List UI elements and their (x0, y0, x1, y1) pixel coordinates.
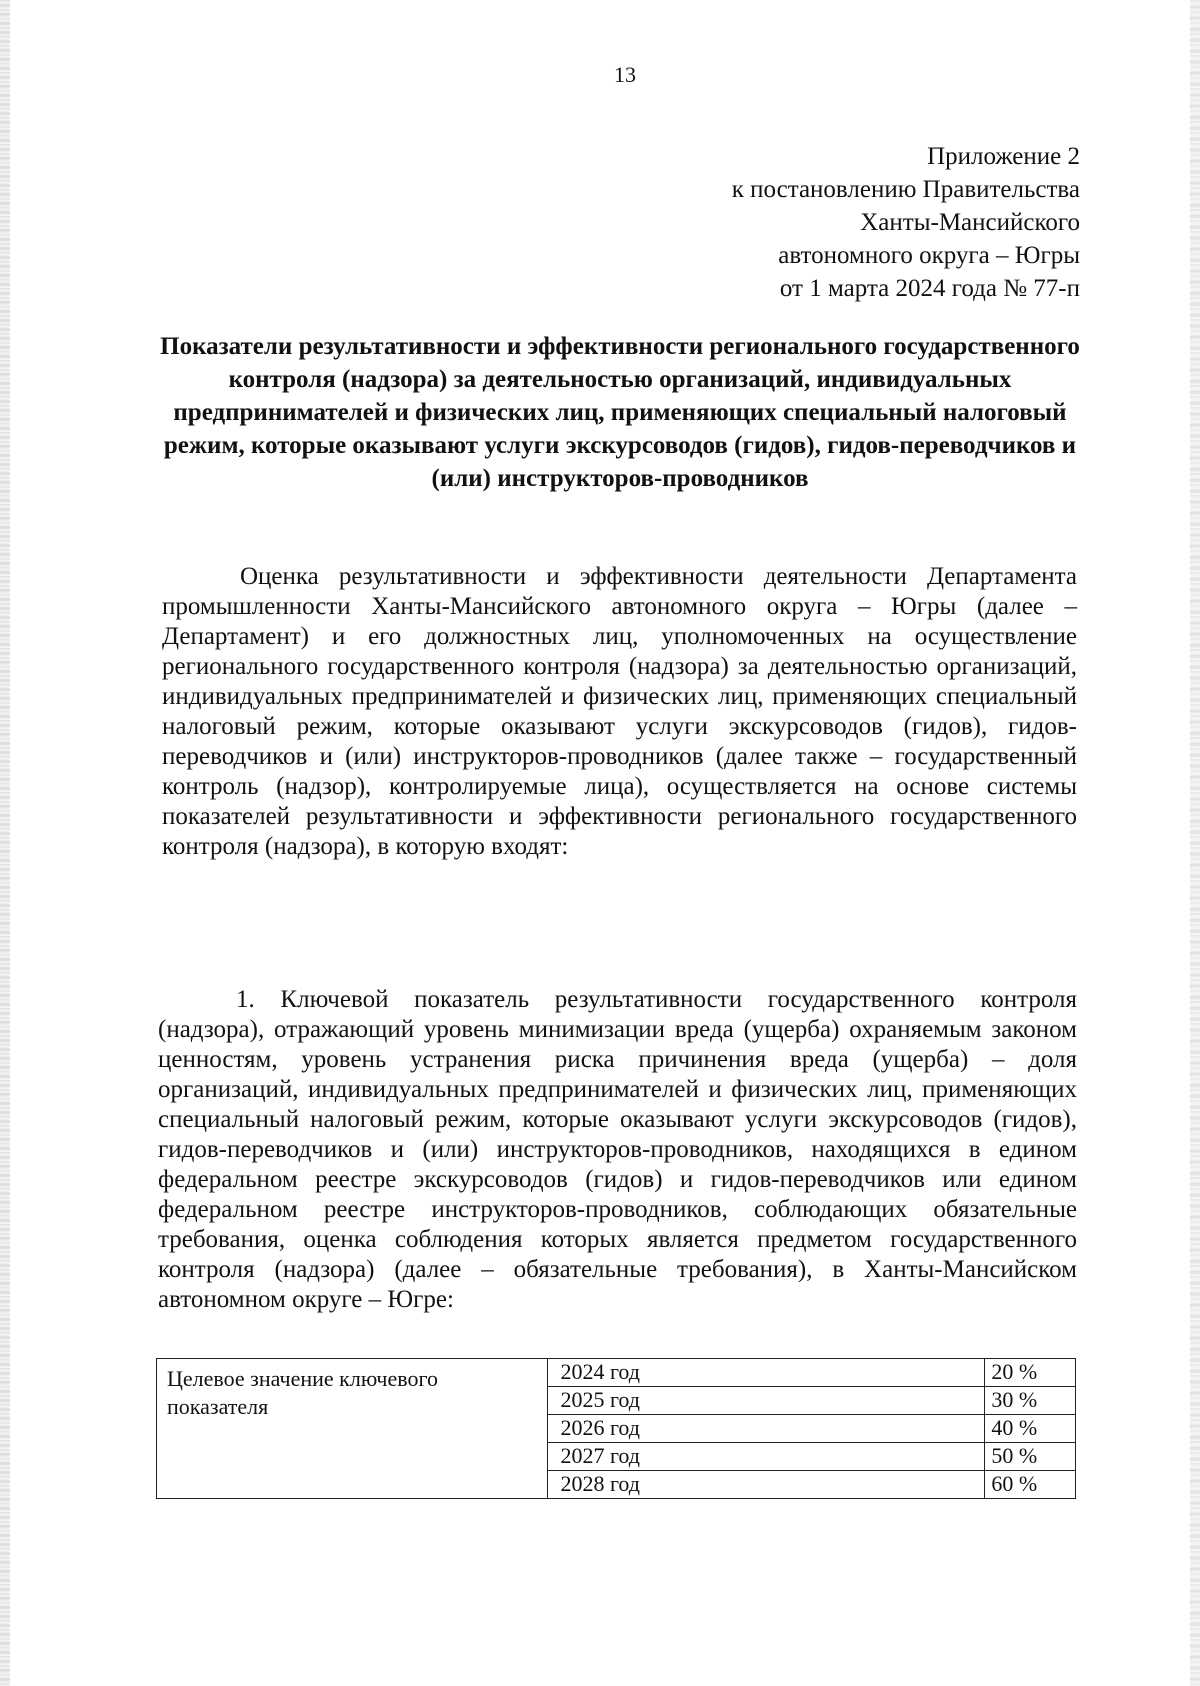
value-cell: 40 % (985, 1415, 1076, 1443)
document-title: Показатели результативности и эффективности регионального государственного контроля (надзора) за деятельностью организаций, индивидуальных предпринимателей и физических лиц, применяющих специальный налоговый режим, которые оказывают услуги экскурсоводов (гидов), гидов-переводчиков и (или) инструкторов-проводников (160, 333, 1080, 492)
value-cell: 30 % (985, 1387, 1076, 1415)
year-cell: 2027 год (548, 1443, 985, 1471)
scan-edge-left (0, 0, 10, 1686)
appendix-line: от 1 марта 2024 года № 77-п (779, 275, 1080, 302)
year-cell: 2025 год (548, 1387, 985, 1415)
appendix-header (520, 140, 1080, 305)
key-indicator-paragraph: 1. Ключевой показатель результативности государственного контроля (надзора), отражающий уровень минимизации вреда (ущерба) охраняемым законом ценностям, уровень устранения риска причинения вреда (ущерба) – доля организаций, индивидуальных предпринимателей и физических лиц, применяющих специальный налоговый режим, которые оказывают услуги экскурсоводов (гидов), гидов-переводчиков и (или) инструкторов-проводников, находящихся в едином федеральном реестре экскурсоводов (гидов) и гидов-переводчиков или едином федеральном реестре инструкторов-проводников, соблюдающих обязательные требования, оценка соблюдения которых является предметом государственного контроля (надзора) (далее – обязательные требования), в Ханты-Мансийском автономном округе – Югре: (158, 986, 1077, 1313)
year-cell: 2024 год (548, 1359, 985, 1387)
appendix-line: автономного округа – Югры (778, 242, 1080, 269)
appendix-line: Ханты-Мансийского (860, 209, 1080, 236)
appendix-line: к постановлению Правительства (731, 176, 1080, 203)
value-cell: 20 % (985, 1359, 1076, 1387)
intro-paragraph: Оценка результативности и эффективности деятельности Департамента промышленности Ханты-Мансийского автономного округа – Югры (далее – Департамент) и его должностных лиц, уполномоченных на осуществление регионального государственного контроля (надзора) за деятельностью организаций, индивидуальных предпринимателей и физических лиц, применяющих специальный налоговый режим, которые оказывают услуги экскурсоводов (гидов), гидов-переводчиков и (или) инструкторов-проводников (далее также – государственный контроль (надзор), контролируемые лица), осуществляется на основе системы показателей результативности и эффективности регионального государственного контроля (надзора), в которую входят: (162, 563, 1077, 860)
page-number: 13 (614, 62, 636, 87)
value-cell: 60 % (985, 1471, 1076, 1499)
table-label-cell: Целевое значение ключевого показателя (157, 1359, 548, 1499)
appendix-line: Приложение 2 (927, 143, 1080, 170)
year-cell: 2026 год (548, 1415, 985, 1443)
value-cell: 50 % (985, 1443, 1076, 1471)
table-row (157, 1359, 1076, 1387)
year-cell: 2028 год (548, 1471, 985, 1499)
scan-edge-right (1190, 0, 1200, 1686)
target-values-table (156, 1358, 1076, 1499)
